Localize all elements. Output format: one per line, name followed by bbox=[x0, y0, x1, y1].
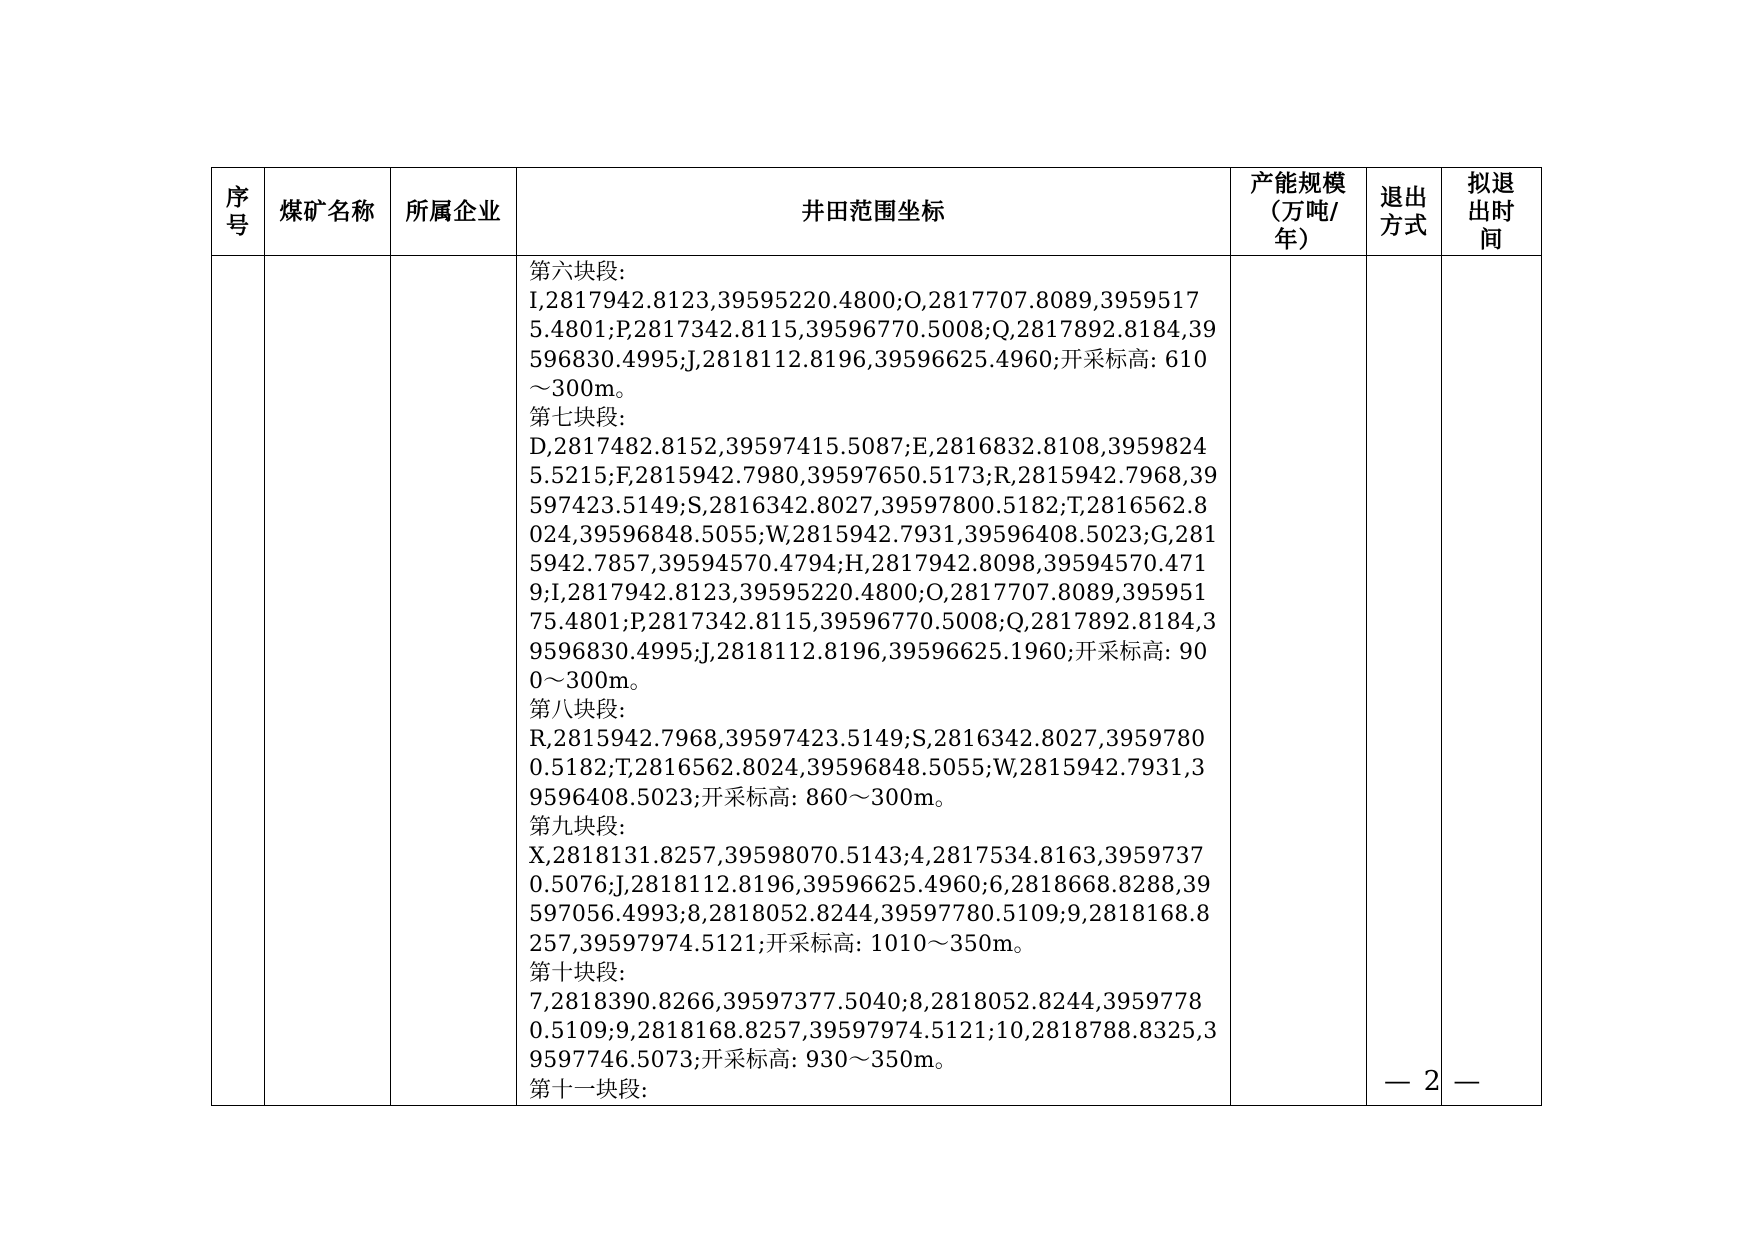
cell-capacity bbox=[1231, 256, 1367, 1106]
header-coordinates: 井田范围坐标 bbox=[517, 168, 1231, 256]
coordinate-blocks bbox=[517, 256, 1230, 1105]
block-title: 第十一块段: bbox=[529, 1077, 649, 1103]
block-11 bbox=[529, 1076, 1218, 1105]
cell-company bbox=[391, 256, 517, 1106]
table-header-row bbox=[212, 168, 1542, 256]
table-row bbox=[212, 256, 1542, 1106]
header-company: 所属企业 bbox=[391, 168, 517, 256]
block-coordinates: X,2818131.8257,39598070.5143;4,2817534.8163,39597370.5076;J,2818112.8196,39596625.4960;6,2818668.8288,39597056.4993;8,2818052.8244,39597780.5109;9,2818168.8257,39597974.5121;开采标高: 1010～350m。 bbox=[529, 844, 1212, 957]
cell-coordinates bbox=[517, 256, 1231, 1106]
cell-seq bbox=[212, 256, 265, 1106]
block-6 bbox=[529, 258, 1218, 404]
block-title: 第七块段: bbox=[529, 406, 626, 432]
block-10 bbox=[529, 959, 1218, 1076]
block-title: 第九块段: bbox=[529, 814, 626, 840]
block-8 bbox=[529, 696, 1218, 813]
cell-exit-time bbox=[1442, 256, 1542, 1106]
block-7 bbox=[529, 404, 1218, 696]
block-coordinates: D,2817482.8152,39597415.5087;E,2816832.8108,39598245.5215;F,2815942.7980,39597650.5173;R,2815942.7968,39597423.5149;S,2816342.8027,39597800.5182;T,2816562.8024,39596848.5055;W,2815942.7931,39596408.5023;G,2815942.7857,39594570.4794;H,2817942.8098,39594570.4719;I,2817942.8123,39595220.4800;O,2817707.8089,39595175.4801;P,2817342.8115,39596770.5008;Q,2817892.8184,39596830.4995;J,2818112.8196,39596625.1960;开采标高: 900～300m。 bbox=[529, 435, 1218, 694]
page-number: — 2 — bbox=[1384, 1066, 1483, 1097]
block-title: 第十块段: bbox=[529, 960, 626, 986]
header-mine-name: 煤矿名称 bbox=[265, 168, 391, 256]
block-coordinates: I,2817942.8123,39595220.4800;O,2817707.8089,39595175.4801;P,2817342.8115,39596770.5008;Q,2817892.8184,39596830.4995;J,2818112.8196,39596625.4960;开采标高: 610～300m。 bbox=[529, 289, 1217, 402]
block-title: 第八块段: bbox=[529, 698, 626, 724]
block-coordinates: 7,2818390.8266,39597377.5040;8,2818052.8244,39597780.5109;9,2818168.8257,39597974.5121;10,2818788.8325,39597746.5073;开采标高: 930～350m。 bbox=[529, 990, 1218, 1074]
cell-mine-name bbox=[265, 256, 391, 1106]
block-9 bbox=[529, 813, 1218, 959]
header-exit-method: 退出方式 bbox=[1367, 168, 1442, 256]
cell-exit-method bbox=[1367, 256, 1442, 1106]
coal-mine-table bbox=[211, 167, 1542, 1106]
header-exit-time: 拟退出时间 bbox=[1442, 168, 1542, 256]
block-coordinates: R,2815942.7968,39597423.5149;S,2816342.8027,39597800.5182;T,2816562.8024,39596848.5055;W,2815942.7931,39596408.5023;开采标高: 860～300m。 bbox=[529, 727, 1206, 811]
block-title: 第六块段: bbox=[529, 260, 626, 285]
header-seq: 序号 bbox=[212, 168, 265, 256]
header-capacity: 产能规模（万吨/年） bbox=[1231, 168, 1367, 256]
